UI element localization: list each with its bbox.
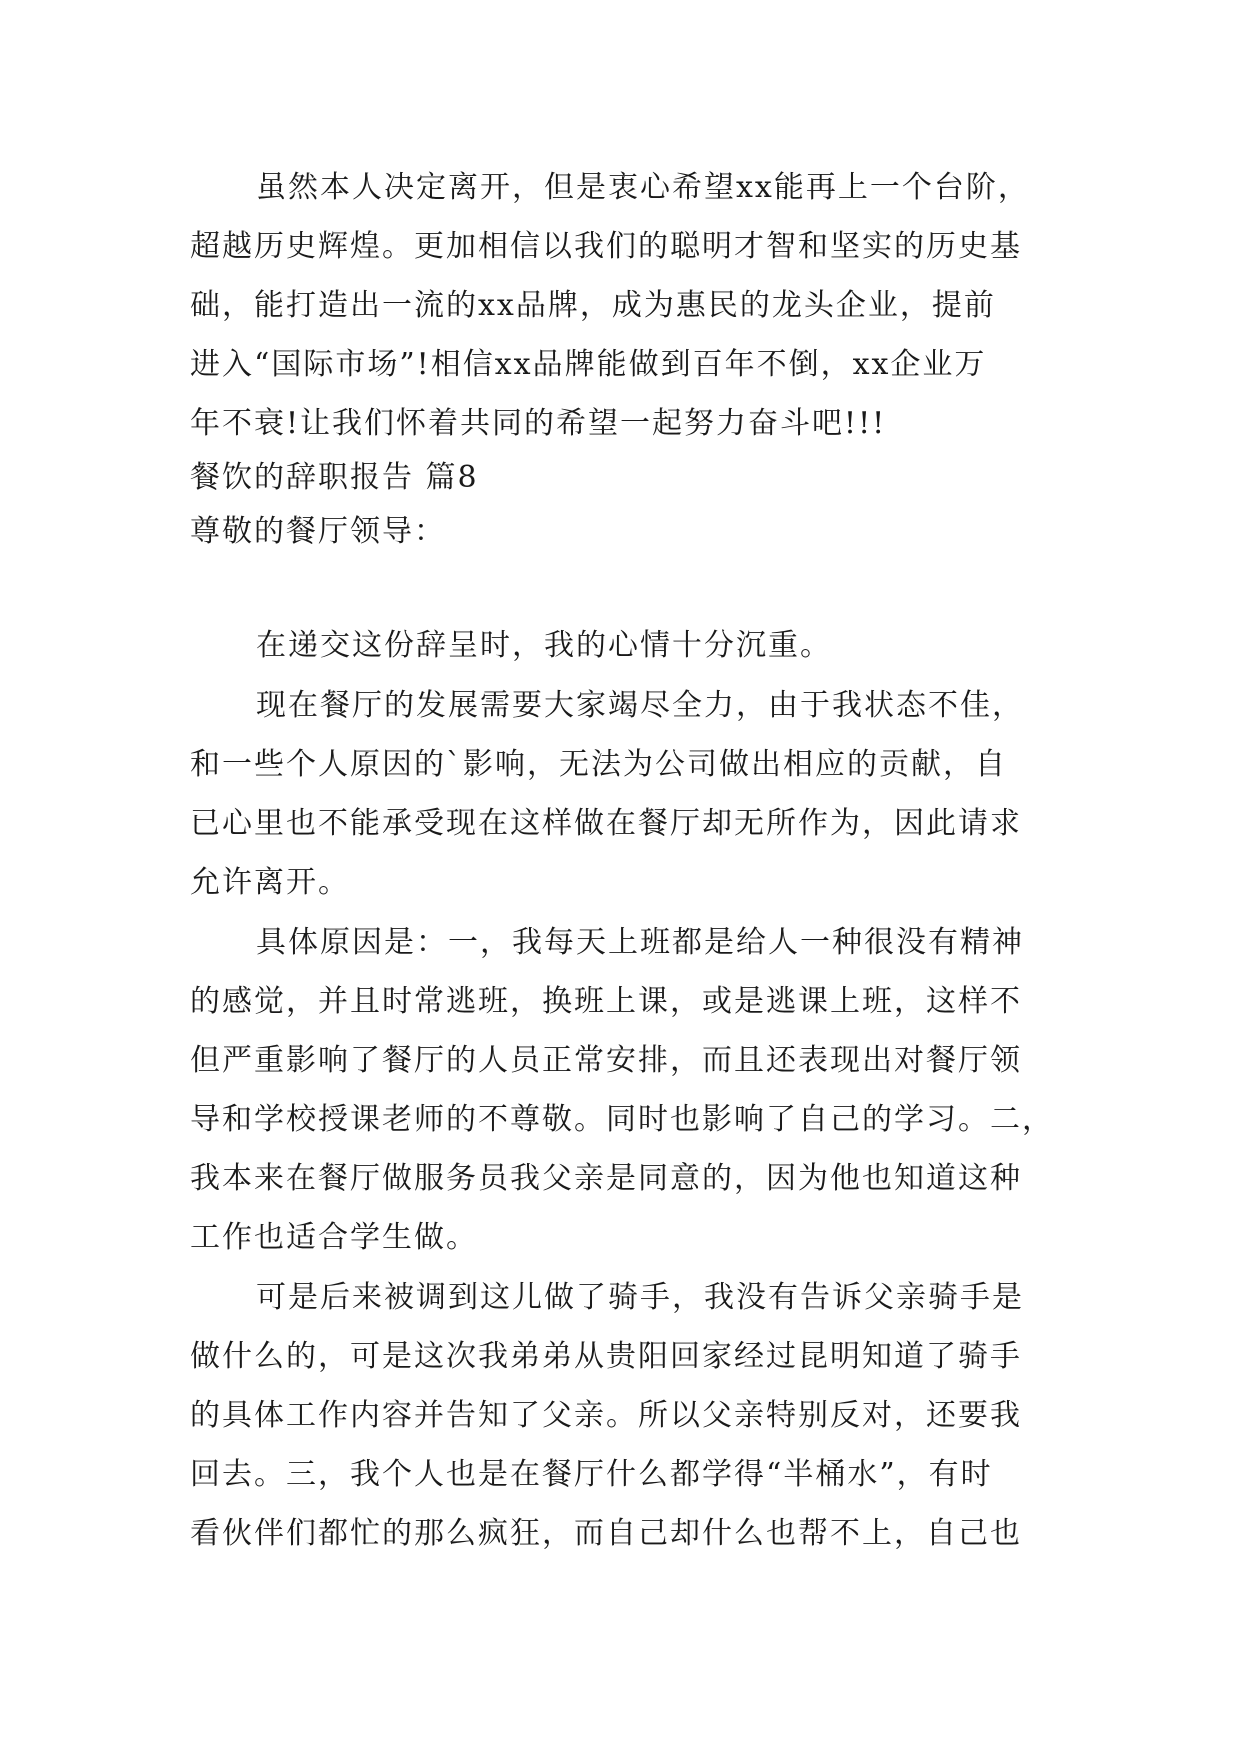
paragraph-line: 具体原因是：一，我每天上班都是给人一种很没有精神	[256, 925, 1024, 960]
paragraph-line: 年不衰!让我们怀着共同的希望一起努力奋斗吧!!!	[190, 406, 887, 441]
paragraph-line: 但严重影响了餐厅的人员正常安排，而且还表现出对餐厅领	[190, 1043, 1022, 1078]
paragraph-line: 可是后来被调到这儿做了骑手，我没有告诉父亲骑手是	[256, 1280, 1024, 1315]
paragraph-line: 的具体工作内容并告知了父亲。所以父亲特别反对，还要我	[190, 1398, 1022, 1433]
paragraph-line: 工作也适合学生做。	[190, 1220, 478, 1255]
paragraph-line: 看伙伴们都忙的那么疯狂，而自己却什么也帮不上，自己也	[190, 1516, 1022, 1551]
paragraph-line: 允许离开。	[190, 865, 350, 900]
paragraph-line: 做什么的，可是这次我弟弟从贵阳回家经过昆明知道了骑手	[190, 1339, 1022, 1374]
paragraph-line: 已心里也不能承受现在这样做在餐厅却无所作为，因此请求	[190, 806, 1022, 841]
paragraph-line: 在递交这份辞呈时，我的心情十分沉重。	[256, 628, 832, 663]
salutation: 尊敬的餐厅领导：	[190, 514, 446, 549]
section-heading: 餐饮的辞职报告 篇8	[190, 460, 479, 495]
paragraph-line: 和一些个人原因的`影响，无法为公司做出相应的贡献，自	[190, 747, 1007, 782]
paragraph-line: 现在餐厅的发展需要大家竭尽全力，由于我状态不佳，	[256, 688, 1024, 723]
paragraph-line: 进入“国际市场”!相信xx品牌能做到百年不倒，xx企业万	[190, 347, 987, 382]
paragraph-line: 虽然本人决定离开，但是衷心希望xx能再上一个台阶，	[256, 170, 1030, 205]
paragraph-line: 我本来在餐厅做服务员我父亲是同意的，因为他也知道这种	[190, 1161, 1022, 1196]
paragraph-line: 础，能打造出一流的xx品牌，成为惠民的龙头企业，提前	[190, 288, 996, 323]
paragraph-line: 导和学校授课老师的不尊敬。同时也影响了自己的学习。二，	[190, 1102, 1054, 1137]
paragraph-line: 超越历史辉煌。更加相信以我们的聪明才智和坚实的历史基	[190, 229, 1022, 264]
paragraph-line: 的感觉，并且时常逃班，换班上课，或是逃课上班，这样不	[190, 984, 1022, 1019]
paragraph-line: 回去。三，我个人也是在餐厅什么都学得“半桶水”，有时	[190, 1457, 993, 1492]
